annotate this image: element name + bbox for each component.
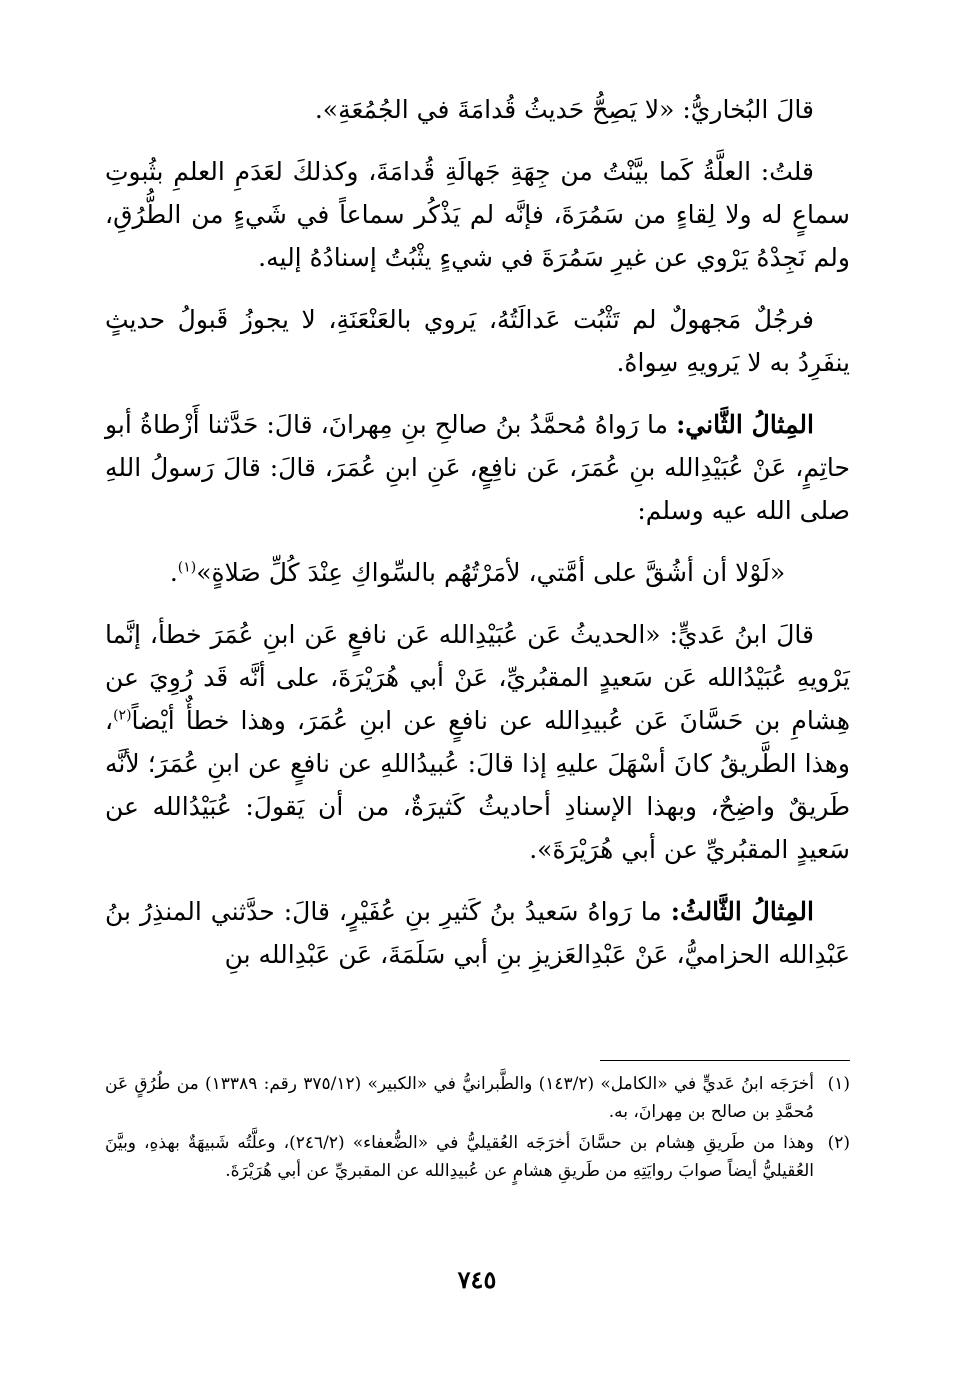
example-heading: المِثالُ الثَّاني: xyxy=(676,410,814,439)
paragraph-text: ما رَواهُ سَعيدُ بنُ كَثيرِ بنِ عُفَيْرٍ، قالَ: حدَّثني المنذِرُ بنُ عَبْدِالله الحزاميُّ، عَنْ عَبْدِالعَزيزِ بنِ أبي سَلَمَةَ، عَن عَبْدِالله بنِ xyxy=(105,897,850,969)
paragraph-example-two xyxy=(105,403,850,532)
paragraph-text: فرجُلٌ مَجهولٌ لم تَثْبُت عَدالَتُهُ، يَروي بالعَنْعَنَةِ، لا يجوزُ قَبولُ حديثٍ ينفَرِدُ به لا يَرويهِ سِواهُ. xyxy=(105,305,850,377)
paragraph-bukhari-quote xyxy=(105,88,850,131)
paragraph-ibn-adi xyxy=(105,613,850,871)
paragraph-text: قالَ ابنُ عَديٍّ: «الحديثُ عَن عُبَيْدِالله عَن نافعٍ عَن ابنِ عُمَرَ خطأ، إنَّما يَرْويهِ عُبَيْدُالله عَن سَعيدٍ المقبُريِّ، عَنْ أبي هُرَيْرَةَ، على أنَّه قَد رُوِيَ عن هِشامِ بن حَسَّانَ عَن عُبيدِالله عن نافعٍ عن ابنِ عُمَرَ، وهذا خطأٌ أيْضاً xyxy=(105,620,850,735)
example-heading: المِثالُ الثَّالثُ: xyxy=(670,897,814,926)
paragraph-example-three xyxy=(105,890,850,976)
footnote-text: وهذا من طَريقِ هِشام بن حسَّانَ أخرَجَه العُقيليُّ في «الضُّعفاء» (٢٤٦/٢)، وعلَّتُه شَبيهَةٌ بهذهِ، وبيَّنَ العُقيليُّ أيضاً صوابَ روايَتِهِ من طَريقِ هشامٍ عن عُبيدِالله عن المقبريِّ عن أبي هُرَيْرَةَ. xyxy=(105,1133,814,1181)
paragraph-text: ، وهذا الطَّريقُ كانَ أسْهَلَ عليهِ إذا قالَ: عُبيدُاللهِ عن نافعٍ عن ابنِ عُمَرَ؛ لأنَّه طَريقٌ واضِحٌ، وبهذا الإسنادِ أحاديثُ كَثيرَةٌ، من أن يَقولَ: عُبَيْدُالله عن سَعيدٍ المقبُريِّ عن أبي هُرَيْرَةَ». xyxy=(105,706,850,864)
paragraph-text: ما رَواهُ مُحمَّدُ بنُ صالحِ بنِ مِهرانَ، قالَ: حَدَّثنا أَزْطاةُ أبو حاتِمٍ، عَنْ عُبَيْدِالله بنِ عُمَرَ، عَن نافِعٍ، عَنِ ابنِ عُمَرَ، قالَ: قالَ رَسولُ اللهِ صلى الله عيه وسلم: xyxy=(105,410,850,525)
footnote-ref[interactable]: (٢) xyxy=(113,707,132,724)
footnote-divider xyxy=(600,1060,850,1061)
paragraph-hadith-quote: «لَوْلا أن أشُقَّ على أمَّتي، لأمَرْتُهُم بالسِّواكِ عِنْدَ كُلِّ صَلاةٍ»$^{(١)}$. xyxy=(169,558,786,587)
page-number: ٧٤٥ xyxy=(457,1265,497,1294)
footnote-item xyxy=(105,1070,850,1126)
footnote-number: (٢) xyxy=(827,1133,850,1153)
footnote-text: أخرَجَه ابنُ عَديٍّ في «الكامل» (١٤٣/٢) والطَّبرانيُّ في «الكبير» (٣٧٥/١٢ رقم: ١٣٣٨٩) من طُرُقٍ عَن مُحمَّدِ بن صالح بن مِهرانَ، به. xyxy=(105,1074,814,1122)
paragraph-text: «لَوْلا أن أشُقَّ على أمَّتي، لأمَرْتُهُم بالسِّواكِ عِنْدَ كُلِّ صَلاةٍ» xyxy=(196,558,786,587)
paragraph-commentary xyxy=(105,150,850,279)
footnote-number: (١) xyxy=(827,1074,850,1094)
footnotes xyxy=(105,1070,850,1188)
page-body xyxy=(105,88,850,995)
paragraph-unknown-narrator xyxy=(105,298,850,384)
paragraph-text: قالَ البُخاريُّ: «لا يَصِحُّ حَديثُ قُدامَةَ في الجُمُعَةِ». xyxy=(314,95,814,124)
footnote-item xyxy=(105,1129,850,1185)
footnote-ref[interactable]: (١) xyxy=(177,559,197,576)
paragraph-text: قلتُ: العلَّةُ كَما بيَّنْتُ من جِهَةِ جَهالَةِ قُدامَةَ، وكذلكَ لعَدَمِ العلمِ بثُبوتِ سماعٍ له ولا لِقاءٍ من سَمُرَةَ، فإنَّه لم يَذْكُر سماعاً في شَيءٍ من الطُّرُقِ، ولم نَجِدْهُ يَرْوي عن غيرِ سَمُرَةَ في شيءٍ يثْبُتُ إسنادُهُ إليه. xyxy=(105,157,850,272)
